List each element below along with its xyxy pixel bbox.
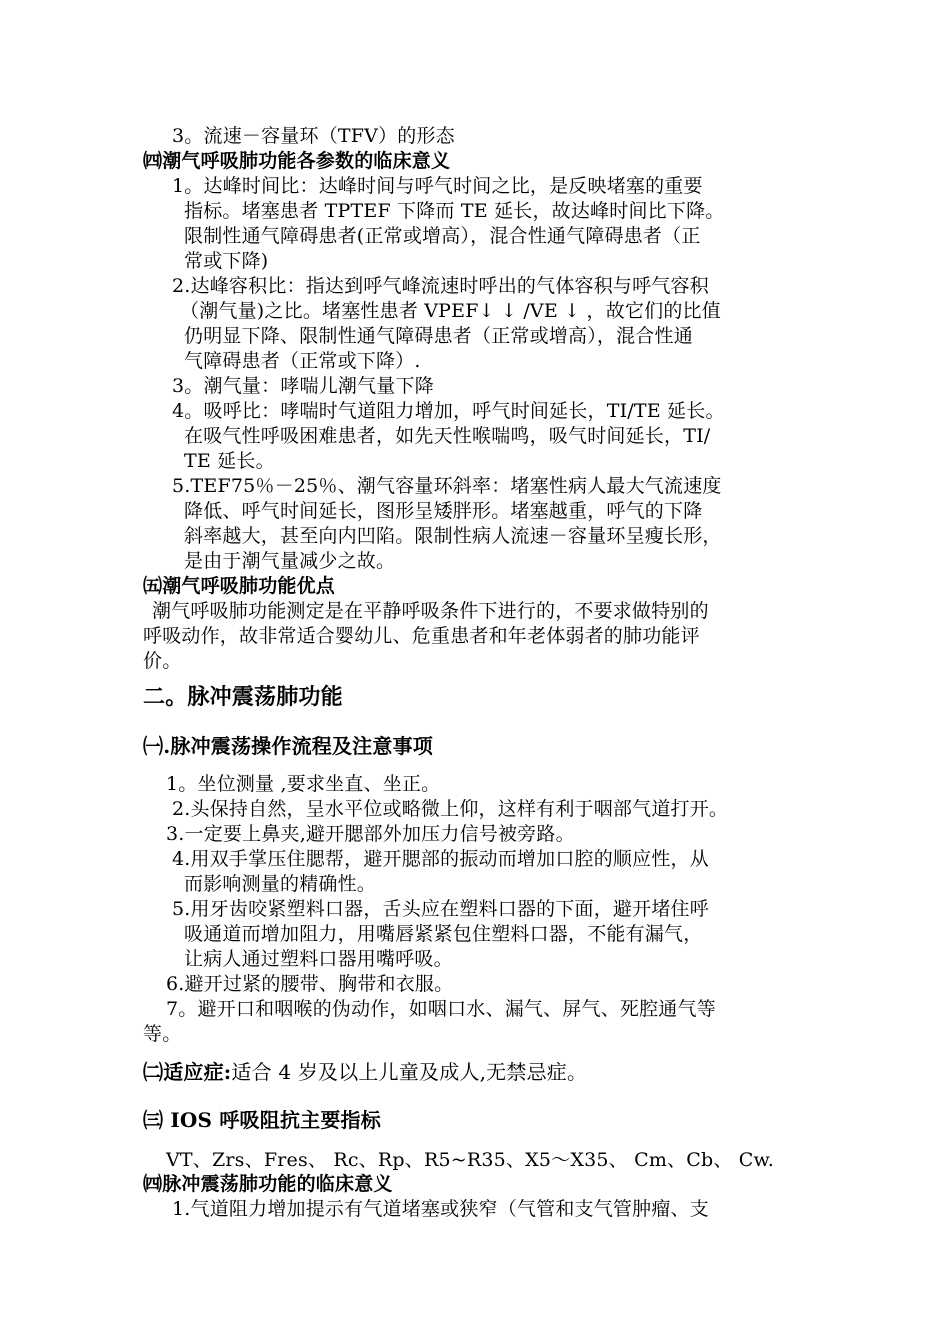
paragraph-line: 是由于潮气量减少之故。: [184, 550, 396, 572]
paragraph-line: 在吸气性呼吸困难患者，如先天性喉喘鸣，吸气时间延长，TI/: [184, 425, 711, 447]
indications-line: [143, 1059, 587, 1085]
paragraph-line: 等。: [143, 1023, 182, 1045]
paragraph-line: 2.达峰容积比：指达到呼气峰流速时呼出的气体容积与呼气容积: [172, 275, 709, 297]
paragraph-line: 吸通道而增加阻力，用嘴唇紧紧包住塑料口器，不能有漏气，: [184, 923, 703, 945]
paragraph-line: 呼吸动作，故非常适合婴幼儿、危重患者和年老体弱者的肺功能评: [143, 625, 700, 647]
heading-indications: ㈡适应症:: [143, 1060, 232, 1084]
heading-ios-clinical-significance: ㈣脉冲震荡肺功能的临床意义: [143, 1173, 393, 1195]
heading-ios-indices: ㈢ IOS 呼吸阻抗主要指标: [143, 1108, 381, 1132]
paragraph-line: 3。潮气量：哮喘儿潮气量下降: [172, 375, 434, 397]
paragraph-line: 价。: [143, 650, 182, 672]
paragraph-line: 潮气呼吸肺功能测定是在平静呼吸条件下进行的，不要求做特别的: [152, 600, 709, 622]
paragraph-line: 5.TEF75％－25％、潮气容量环斜率：堵塞性病人最大气流速度: [172, 475, 722, 497]
paragraph-line: 常或下降): [184, 250, 269, 272]
paragraph-line: 限制性通气障碍患者(正常或增高），混合性通气障碍患者（正: [184, 225, 701, 247]
paragraph-line: TE 延长。: [184, 450, 275, 472]
heading-tidal-clinical-significance: ㈣潮气呼吸肺功能各参数的临床意义: [143, 150, 451, 172]
paragraph-line: 让病人通过塑料口器用嘴呼吸。: [184, 948, 453, 970]
paragraph-line: 3.一定要上鼻夹,避开腮部外加压力信号被旁路。: [166, 823, 575, 845]
paragraph-line: 斜率越大，甚至向内凹陷。限制性病人流速－容量环呈瘦长形，: [184, 525, 722, 547]
paragraph-line: 指标。堵塞患者 TPTEF 下降而 TE 延长，故达峰时间比下降。: [184, 200, 725, 222]
heading-tidal-advantages: ㈤潮气呼吸肺功能优点: [143, 575, 336, 597]
paragraph-line: 1。达峰时间比：达峰时间与呼气时间之比，是反映堵塞的重要: [172, 175, 703, 197]
paragraph-line: 5.用牙齿咬紧塑料口器，舌头应在塑料口器的下面，避开堵住呼: [172, 898, 709, 920]
indications-text: 适合 4 岁及以上儿童及成人,无禁忌症。: [231, 1060, 588, 1084]
paragraph-line: 6.避开过紧的腰带、胸带和衣服。: [166, 973, 454, 995]
item-tfv-shape: 3。流速－容量环（TFV）的形态: [172, 125, 455, 147]
paragraph-line: 而影响测量的精确性。: [184, 873, 377, 895]
paragraph-line: 降低、呼气时间延长，图形呈矮胖形。堵塞越重，呼气的下降: [184, 500, 703, 522]
paragraph-line: （潮气量)之比。堵塞性患者 VPEF↓ ↓ /VE ↓ ，故它们的比值: [180, 300, 721, 322]
section-title-ios: 二。脉冲震荡肺功能: [143, 684, 343, 710]
paragraph-line: 气障碍患者（正常或下降）.: [184, 350, 421, 372]
heading-ios-procedure: ㈠.脉冲震荡操作流程及注意事项: [143, 734, 433, 758]
paragraph-line: 4。吸呼比：哮喘时气道阻力增加，呼气时间延长，TI/TE 延长。: [172, 400, 725, 422]
paragraph-line: 4.用双手掌压住腮帮，避开腮部的振动而增加口腔的顺应性，从: [172, 848, 709, 870]
indices-list: VT、Zrs、Fres、 Rc、Rp、R5~R35、X5～X35、 Cm、Cb、 Cw.: [166, 1149, 774, 1171]
paragraph-line: 仍明显下降、限制性通气障碍患者（正常或增高），混合性通: [184, 325, 693, 347]
paragraph-line: 7。避开口和咽喉的伪动作，如咽口水、漏气、屏气、死腔通气等: [166, 998, 716, 1020]
paragraph-line: 2.头保持自然，呈水平位或略微上仰，这样有利于咽部气道打开。: [172, 798, 729, 820]
paragraph-line: 1。坐位测量 ,要求坐直、坐正。: [166, 773, 441, 795]
paragraph-line: 1.气道阻力增加提示有气道堵塞或狭窄（气管和支气管肿瘤、支: [172, 1198, 709, 1220]
